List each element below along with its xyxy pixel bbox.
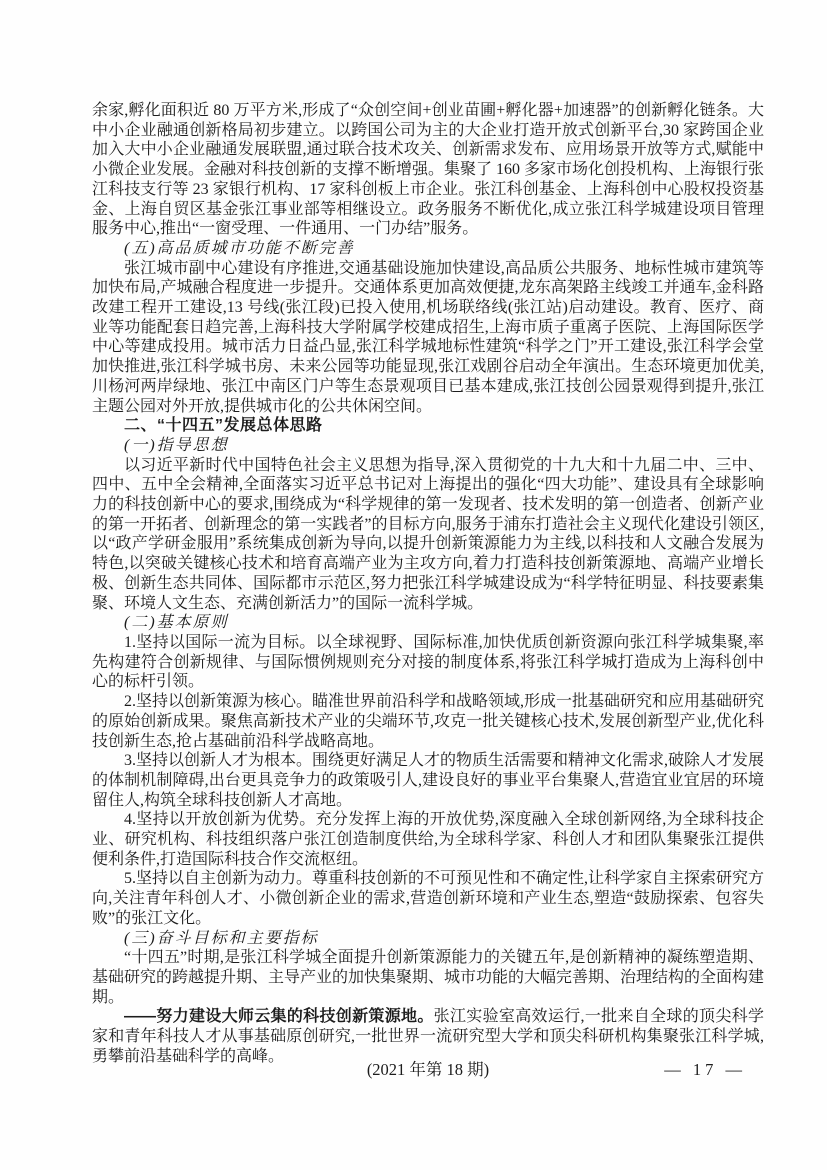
body-paragraph-principle-4: 4.坚持以开放创新为优势。充分发挥上海的开放优势,深度融入全球创新网络,为全球科技企业、研究机构、科技组织落户张江创造制度供给,为全球科学家、科创人才和团队集聚张江提供便利条件,打造国际科技合作交流枢纽。 bbox=[92, 811, 764, 868]
chapter-heading-2-14th-five-year-plan: 二、“十四五”发展总体思路 bbox=[124, 417, 323, 435]
document-body bbox=[92, 101, 764, 1066]
goal-rest-text: 张江实验室高效运行,一批来自全球的顶尖科学家和青年科技人才从事基础原创研究,一批世界一流研究型大学和顶尖科研机构集聚张江科学城,勇攀前沿基础科学的高峰。 bbox=[92, 1008, 764, 1065]
body-paragraph-principle-1: 1.坚持以国际一流为目标。以全球视野、国际标准,加快优质创新资源向张江科学城集聚,率先构建符合创新规律、与国际惯例规则充分对接的制度体系,将张江科学城打造成为上海科创中心的标杆引领。 bbox=[92, 633, 764, 691]
body-paragraph-city-functions: 张江城市副中心建设有序推进,交通基础设施加快建设,高品质公共服务、地标性城市建筑等加快布局,产城融合程度进一步提升。交通体系更加高效便捷,龙东高架路主线竣工并通车,金科路改建工程开工建设,13 号线(张江段)已投入使用,机场联络线(张江站)启动建设。教育、医疗、商业等功能配套日趋完善,上海科技大学附属学校建成招生,上海市质子重离子医院、上海国际医学中心等建成投用。城市活力日益凸显,张江科学城地标性建筑“科学之门”开工建设,张江科学会堂加快推进,张江科学城书房、未来公园等功能显现,张江戏剧谷启动全年演出。生态环境更加优美,川杨河两岸绿地、张江中南区门户等生态景观项目已基本建成,张江技创公园景观得到提升,张江主题公园对外开放,提供城市化的公共休闲空间。 bbox=[92, 259, 764, 415]
page-footer bbox=[92, 1058, 764, 1082]
body-paragraph-principle-3: 3.坚持以创新人才为根本。围绕更好满足人才的物质生活需要和精神文化需求,破除人才发展的体制机制障碍,出台更具竞争力的政策吸引人,建设良好的事业平台集聚人,营造宜业宜居的环境留住人,构筑全球科技创新人才高地。 bbox=[92, 752, 765, 809]
journal-issue-label: (2021 年第 18 期) bbox=[366, 1060, 490, 1079]
body-paragraph-goals-overview: “十四五”时期,是张江科学城全面提升创新策源能力的关键五年,是创新精神的凝练塑造期、基础研究的跨越提升期、主导产业的加快集聚期、城市功能的大幅完善期、治理结构的全面构建期。 bbox=[92, 949, 765, 1006]
goal-lead-bold-text: ——努力建设大师云集的科技创新策源地。 bbox=[124, 1008, 434, 1026]
section-heading-1-guiding-ideology: (一)指导思想 bbox=[124, 436, 229, 454]
body-paragraph-principle-5: 5.坚持以自主创新为动力。尊重科技创新的不可预见性和不确定性,让科学家自主探索研究方向,关注青年科创人才、小微创新企业的需求,营造创新环境和产业生态,塑造“鼓励探索、包容失败”的张江文化。 bbox=[92, 870, 765, 927]
section-heading-3-goals-indicators: (三)奋斗目标和主要指标 bbox=[124, 929, 319, 947]
body-paragraph-continuation: 余家,孵化面积近 80 万平方米,形成了“众创空间+创业苗圃+孵化器+加速器”的创新孵化链条。大中小企业融通创新格局初步建立。以跨国公司为主的大企业打造开放式创新平台,30 家跨国企业加入大中小企业融通发展联盟,通过联合技术攻关、创新需求发布、应用场景开放等方式,赋能中小微企业发展。金融对科技创新的支撑不断增强。集聚了 160 多家市场化创投机构、上海银行张江科技支行等 23 家银行机构、17 家科创板上市企业。张江科创基金、上海科创中心股权投资基金、上海自贸区基金张江事业部等相继设立。政务服务不断优化,成立张江科学城建设项目管理服务中心,推出“一窗受理、一件通用、一门办结”服务。 bbox=[92, 102, 765, 238]
body-paragraph-principle-2: 2.坚持以创新策源为核心。瞄准世界前沿科学和战略领域,形成一批基础研究和应用基础研究的原始创新成果。聚焦高新技术产业的尖端环节,攻克一批关键核心技术,发展创新型产业,优化科技创新生态,抢占基础前沿科学战略高地。 bbox=[92, 693, 765, 750]
body-paragraph-guiding-ideology: 以习近平新时代中国特色社会主义思想为指导,深入贯彻党的十九大和十九届二中、三中、四中、五中全会精神,全面落实习近平总书记对上海提出的强化“四大功能”、建设具有全球影响力的科技创新中心的要求,围绕成为“科学规律的第一发现者、技术发明的第一创造者、创新产业的第一开拓者、创新理念的第一实践者”的目标方向,服务于浦东打造社会主义现代化建设引领区,以“政产学研金服用”系统集成创新为导向,以提升创新策源能力为主线,以科技和人文融合发展为特色,以突破关键核心技术和培育高端产业为主攻方向,着力打造科技创新策源地、高端产业增长极、创新生态共同体、国际都市示范区,努力把张江科学城建设成为“科学特征明显、科技要素集聚、环境人文生态、充满创新活力”的国际一流科学城。 bbox=[92, 456, 764, 612]
section-heading-2-basic-principles: (二)基本原则 bbox=[124, 614, 229, 632]
page-number: — 17 — bbox=[664, 1060, 746, 1079]
section-heading-5-city-functions: (五)高品质城市功能不断完善 bbox=[124, 239, 355, 257]
